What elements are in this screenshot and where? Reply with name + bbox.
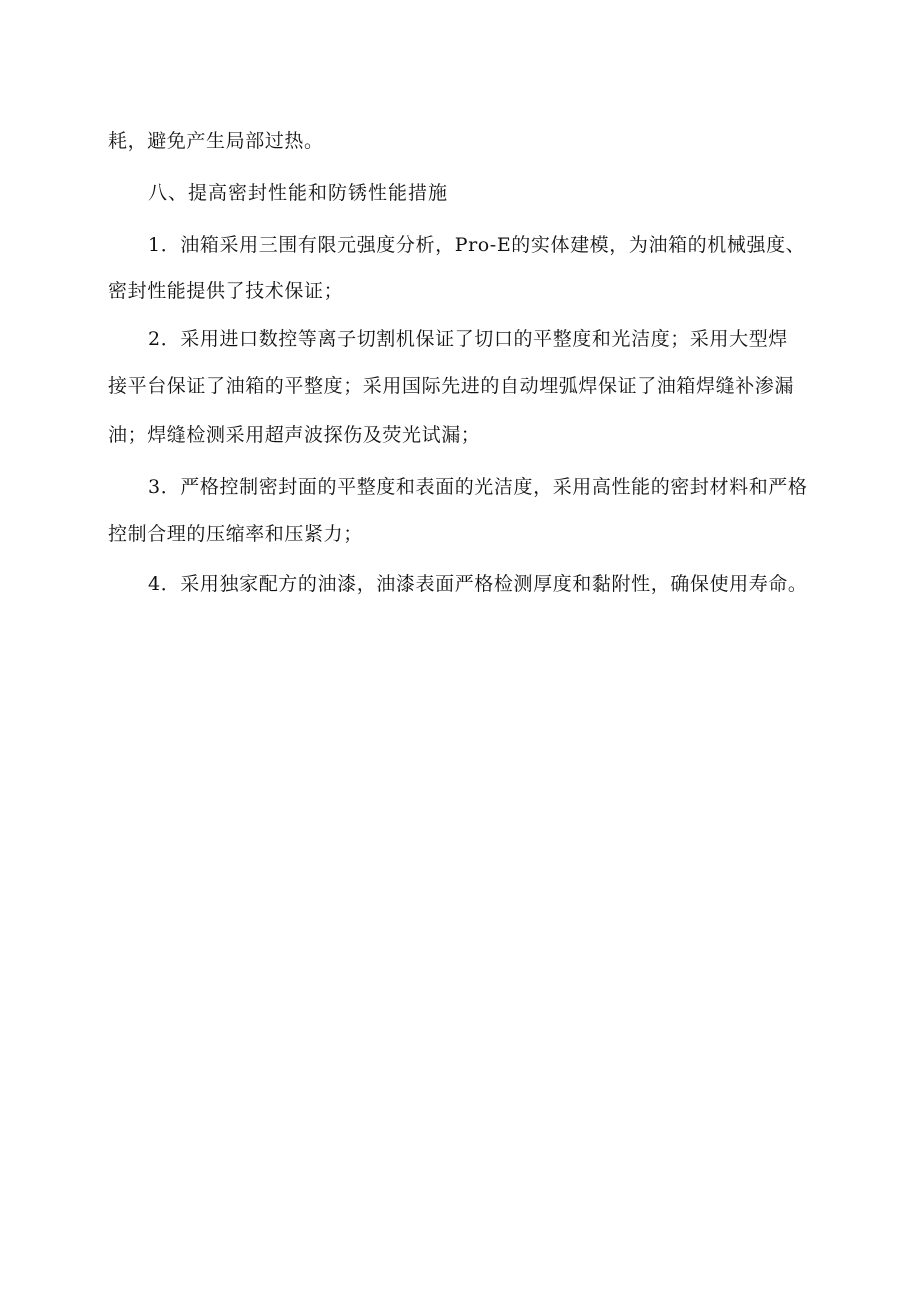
item-1-line-1: 1．油箱采用三围有限元强度分析，Pro-E的实体建模，为油箱的机械强度、 — [148, 234, 806, 256]
continuation-line: 耗，避免产生局部过热。 — [108, 130, 324, 152]
item-4-line-1: 4．采用独家配方的油漆，油漆表面严格检测厚度和黏附性，确保使用寿命。 — [148, 573, 808, 595]
item-3-line-2: 控制合理的压缩率和压紧力； — [108, 523, 363, 545]
item-2-line-2: 接平台保证了油箱的平整度；采用国际先进的自动埋弧焊保证了油箱焊缝补渗漏 — [108, 375, 795, 397]
item-2-line-1: 2．采用进口数控等离子切割机保证了切口的平整度和光洁度；采用大型焊 — [148, 328, 788, 350]
item-1-line-2: 密封性能提供了技术保证； — [108, 280, 344, 302]
item-2-line-3: 油；焊缝检测采用超声波探伤及荧光试漏； — [108, 424, 481, 446]
item-3-line-1: 3．严格控制密封面的平整度和表面的光洁度，采用高性能的密封材料和严格 — [148, 476, 808, 498]
section-heading: 八、提高密封性能和防锈性能措施 — [148, 182, 449, 204]
